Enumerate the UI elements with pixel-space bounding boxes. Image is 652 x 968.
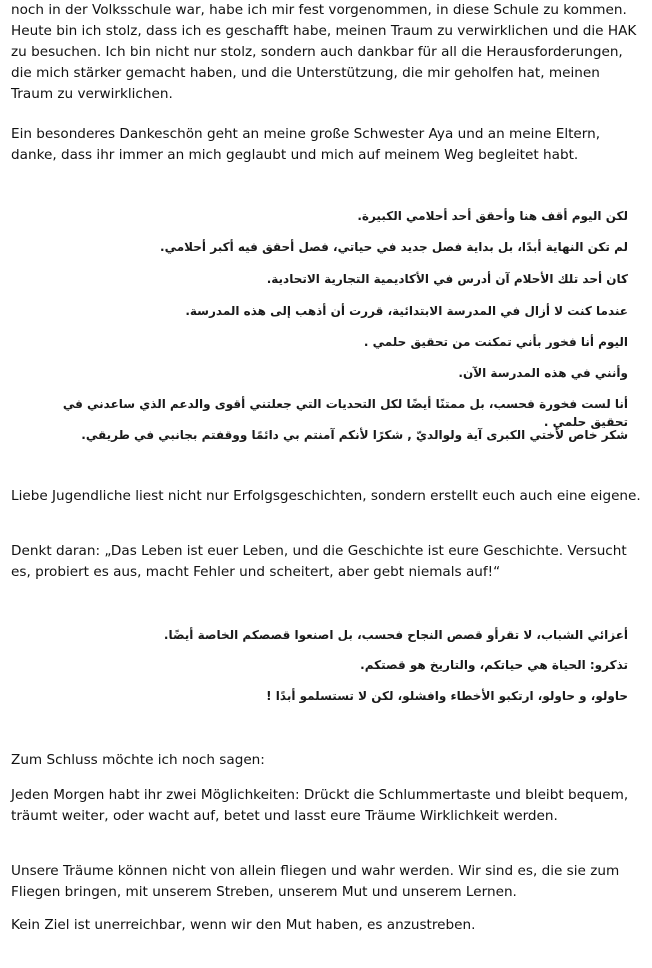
arabic-line: عندما كنت لا أزال في المدرسة الابتدائية، قررت أن أذهب إلى هذه المدرسة. [185, 304, 628, 318]
german-intro-paragraph-1: noch in der Volksschule war, habe ich mir fest vorgenommen, in diese Schule zu kommen. Heute bin ich stolz, dass ich es geschafft habe, meinen Traum zu verwirklichen und die HAK zu besuchen. Ich bin nicht nur stolz, sondern auch dankbar für all die Herausforderungen, die mich stärker gemacht haben, und die Unterstützung, die mir geholfen hat, meinen Traum zu verwirklichen. [11, 2, 637, 102]
german-intro-paragraph-2: Ein besonderes Dankeschön geht an meine große Schwester Aya und an meine Eltern, danke, dass ihr immer an mich geglaubt und mich auf meinem Weg begleitet habt. [11, 126, 601, 163]
german-closing-paragraph-1: Jeden Morgen habt ihr zwei Möglichkeiten: Drückt die Schlummertaste und bleibt bequem, träumt weiter, oder wacht auf, betet und lasst eure Träume Wirklichkeit werden. [11, 787, 629, 824]
arabic-line: اليوم أنا فخور بأني تمكنت من تحقيق حلمي . [363, 335, 628, 349]
arabic-line: شكر خاص لأختي الكبرى آية ولوالديّ , شكرًا لأنكم آمنتم بي دائمًا ووقفتم بجانبي في طريقي. [81, 428, 628, 442]
arabic-line: لم تكن النهاية أبدًا، بل بداية فصل جديد في حياتي، فصل أحقق فيه أكبر أحلامي. [160, 240, 628, 254]
arabic-line: لكن اليوم أقف هنا وأحقق أحد أحلامي الكبيرة. [357, 209, 628, 223]
arabic-line: أعزائي الشباب، لا تقرأو قصص النجاح فحسب، بل اصنعوا قصصكم الخاصة أيضًا. [163, 628, 628, 642]
german-closing-paragraph-2: Unsere Träume können nicht von allein fliegen und wahr werden. Wir sind es, die sie zum Fliegen bringen, mit unserem Streben, unserem Mut und unserem Lernen. [11, 863, 620, 900]
arabic-line: كان أحد تلك الأحلام آن أدرس في الأكاديمية التجارية الاتحادية. [266, 272, 628, 286]
arabic-line: وأنني في هذه المدرسة الآن. [458, 366, 628, 380]
german-middle-paragraph-1: Liebe Jugendliche liest nicht nur Erfolgsgeschichten, sondern erstellt euch auch eine eigene. [11, 488, 641, 504]
german-closing-heading: Zum Schluss möchte ich noch sagen: [11, 752, 265, 768]
arabic-line: أنا لست فخورة فحسب، بل ممتنًا أيضًا لكل التحديات التي جعلتني أقوى والدعم الذي ساعدني في تحقيق حلمي . [62, 397, 628, 429]
german-closing-paragraph-3: Kein Ziel ist unerreichbar, wenn wir den Mut haben, es anzustreben. [11, 917, 476, 933]
arabic-line: تذكرو: الحياة هي حياتكم، والتاريخ هو قصتكم. [360, 658, 628, 672]
arabic-line: حاولو، و حاولو، ارتكبو الأخطاء وافشلو، لكن لا تستسلمو أبدًا ! [266, 689, 628, 703]
german-middle-paragraph-2: Denkt daran: „Das Leben ist euer Leben, und die Geschichte ist eure Geschichte. Versucht es, probiert es aus, macht Fehler und scheitert, aber gebt niemals auf!“ [11, 543, 627, 580]
